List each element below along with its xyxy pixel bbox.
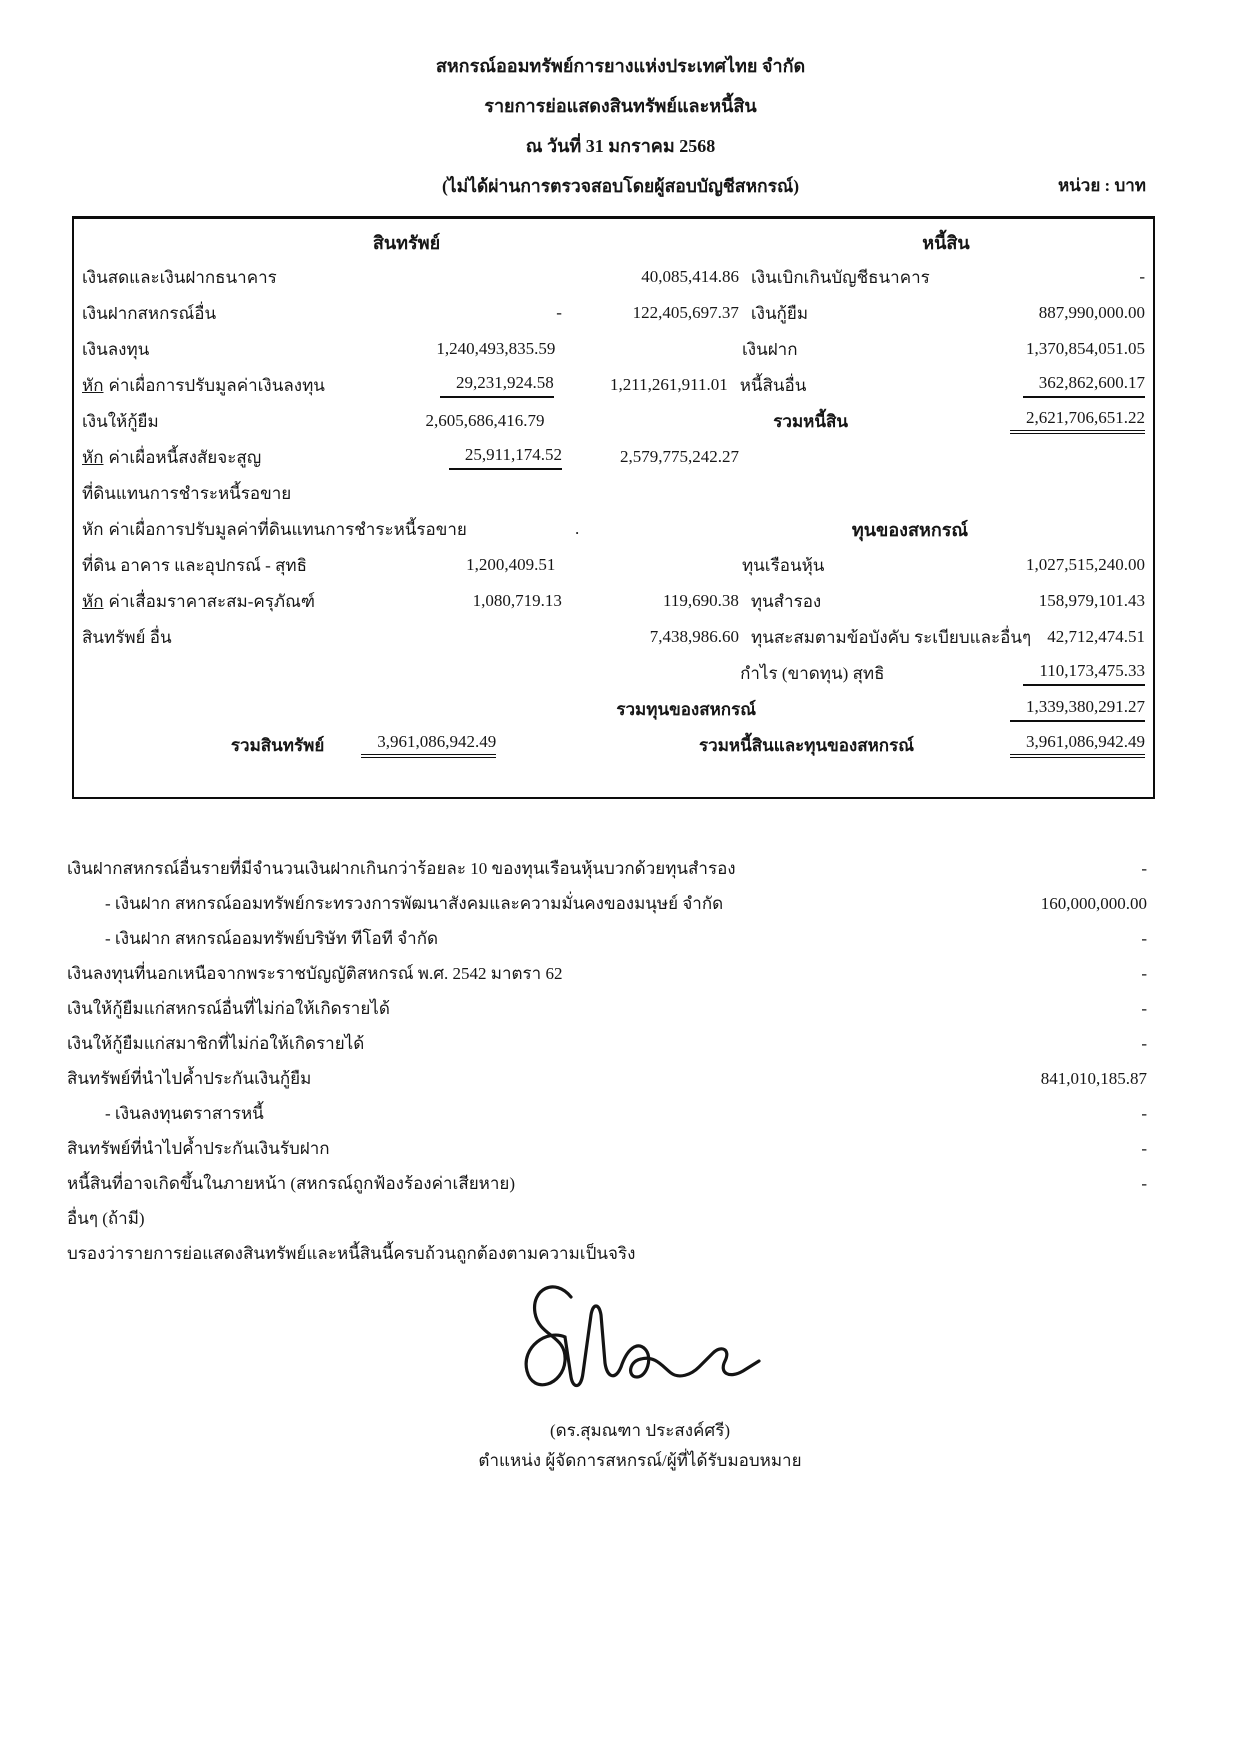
liability-amount	[1023, 373, 1153, 398]
note-row	[0, 1131, 1241, 1166]
underlined-amount: 110,173,475.33	[1023, 661, 1145, 686]
table-row	[74, 475, 1153, 511]
note-label: - เงินฝาก สหกรณ์ออมทรัพย์บริษัท ทีโอที จำกัด	[105, 929, 439, 948]
table-row	[74, 547, 1153, 583]
signature-block	[430, 1277, 850, 1476]
asset-amount-col2: 122,405,697.37	[632, 303, 739, 322]
equity-label: กำไร (ขาดทุน) สุทธิ	[740, 663, 885, 683]
double-underlined-amount: 3,961,086,942.49	[1010, 732, 1145, 758]
deduction-prefix: หัก	[82, 519, 104, 539]
equity-label: ทุนเรือนหุ้น	[741, 555, 825, 575]
underlined-amount: 1,339,380,291.27	[1010, 697, 1145, 722]
note-row	[0, 851, 1241, 886]
asset-amount-col2: 7,438,986.60	[649, 627, 739, 646]
audit-note: (ไม่ได้ผ่านการตรวจสอบโดยผู้สอบบัญชีสหกรณ์)	[441, 176, 800, 196]
table-row	[74, 367, 1153, 403]
total-liabilities-equity-amount	[1010, 732, 1153, 758]
asset-label-text: ค่าเผื่อการปรับมูลค่าเงินลงทุน	[108, 375, 325, 395]
note-value: -	[1141, 963, 1147, 983]
liabilities-section-header: หนี้สิน	[922, 232, 970, 253]
unit-label: หน่วย : บาท	[1057, 176, 1146, 195]
note-label: เงินลงทุนที่นอกเหนือจากพระราชบัญญัติสหกรณ์ พ.ศ. 2542 มาตรา 62	[67, 964, 563, 983]
asset-amount-col2: 2,579,775,242.27	[620, 447, 739, 466]
asset-label: เงินให้กู้ยืม	[82, 411, 159, 431]
asset-amount-col1: 1,080,719.13	[472, 591, 562, 610]
asset-amount-col1: -	[556, 303, 562, 322]
note-value: -	[1141, 858, 1147, 878]
table-row	[74, 619, 1153, 655]
note-row	[0, 1166, 1241, 1201]
table-row	[74, 331, 1153, 367]
org-name: สหกรณ์ออมทรัพย์การยางแห่งประเทศไทย จำกัด	[435, 56, 806, 76]
asset-label-text: ค่าเผื่อการปรับมูลค่าที่ดินแทนการชำระหนี้รอขาย	[108, 519, 467, 539]
total-equity-amount	[1010, 697, 1153, 722]
signer-name: (ดร.สุมณฑา ประสงค์ศรี)	[549, 1421, 731, 1440]
equity-amount: 158,979,101.43	[1038, 591, 1145, 610]
note-value: -	[1141, 998, 1147, 1018]
report-title: รายการย่อแสดงสินทรัพย์และหนี้สิน	[484, 96, 757, 116]
note-value: -	[1141, 1138, 1147, 1158]
asset-amount-col1: 1,240,493,835.59	[436, 339, 556, 358]
liability-label: เงินเบิกเกินบัญชีธนาคาร	[751, 267, 930, 287]
liability-label: เงินกู้ยืม	[750, 303, 809, 323]
underlined-amount: 25,911,174.52	[449, 445, 562, 470]
table-row	[74, 259, 1153, 295]
note-label: สินทรัพย์ที่นำไปค้ำประกันเงินกู้ยืม	[67, 1069, 312, 1088]
asset-label: ที่ดินแทนการชำระหนี้รอขาย	[82, 483, 292, 503]
deduction-prefix: หัก	[82, 447, 104, 467]
note-label: - เงินฝาก สหกรณ์ออมทรัพย์กระทรวงการพัฒนาสังคมและความมั่นคงของมนุษย์ จำกัด	[105, 894, 724, 913]
note-value: -	[1141, 1033, 1147, 1053]
note-row	[0, 886, 1241, 921]
total-liabilities-label: รวมหนี้สิน	[773, 411, 849, 431]
note-row	[0, 956, 1241, 991]
deduction-prefix: หัก	[82, 591, 104, 611]
equity-section-header: ทุนของสหกรณ์	[851, 519, 969, 540]
note-row	[0, 921, 1241, 956]
table-row	[74, 295, 1153, 331]
liability-label: หนี้สินอื่น	[739, 375, 807, 395]
table-header-row	[74, 225, 1153, 259]
note-label: สินทรัพย์ที่นำไปค้ำประกันเงินรับฝาก	[67, 1139, 330, 1158]
disclosure-notes	[0, 851, 1241, 1236]
note-value: 841,010,185.87	[1040, 1068, 1147, 1088]
table-row	[74, 511, 1153, 547]
note-label: อื่นๆ (ถ้ามี)	[67, 1209, 145, 1228]
table-row	[74, 655, 1153, 691]
note-row	[0, 1096, 1241, 1131]
total-liabilities-equity-label: รวมหนี้สินและทุนของสหกรณ์	[699, 735, 914, 755]
asset-label-text: ค่าเสื่อมราคาสะสม-ครุภัณฑ์	[108, 591, 315, 611]
asset-label: เงินสดและเงินฝากธนาคาร	[82, 267, 277, 287]
note-row	[0, 1061, 1241, 1096]
asset-label	[74, 588, 432, 615]
signature-handwriting	[515, 1277, 765, 1412]
liability-amount: -	[1139, 267, 1145, 286]
asset-label-text: ค่าเผื่อหนี้สงสัยจะสูญ	[108, 447, 262, 467]
deduction-prefix: หัก	[82, 375, 104, 395]
asset-label	[74, 444, 432, 471]
signer-position: ตำแหน่ง ผู้จัดการสหกรณ์/ผู้ที่ได้รับมอบหมาย	[478, 1451, 802, 1470]
double-underlined-amount: 2,621,706,651.22	[1010, 408, 1145, 434]
asset-amount-col1: 1,200,409.51	[466, 555, 556, 574]
double-underlined-amount: 3,961,086,942.49	[361, 732, 496, 758]
table-row	[74, 583, 1153, 619]
asset-amount-col2: .	[575, 519, 580, 538]
note-label: เงินให้กู้ยืมแก่สหกรณ์อื่นที่ไม่ก่อให้เกิดรายได้	[67, 999, 390, 1018]
asset-label: ที่ดิน อาคาร และอุปกรณ์ - สุทธิ	[82, 555, 307, 575]
equity-amount	[1023, 661, 1153, 686]
asset-amount-col2: 40,085,414.86	[641, 267, 739, 286]
note-row	[0, 1201, 1241, 1236]
as-of-date: ณ วันที่ 31 มกราคม 2568	[525, 136, 716, 156]
subheader-line	[0, 166, 1241, 206]
liability-label: เงินฝาก	[741, 339, 798, 359]
certification-line: บรองว่ารายการย่อแสดงสินทรัพย์และหนี้สินนี้ครบถ้วนถูกต้องตามความเป็นจริง	[67, 1244, 636, 1263]
liability-amount: 1,370,854,051.05	[1026, 339, 1145, 358]
table-row	[74, 439, 1153, 475]
note-value: -	[1141, 928, 1147, 948]
balance-sheet-table	[72, 216, 1155, 799]
equity-label: ทุนสำรอง	[750, 591, 822, 611]
total-liabilities-amount	[1010, 408, 1153, 434]
asset-amount-col1	[426, 373, 554, 398]
asset-amount-col2: 1,211,261,911.01	[609, 375, 728, 394]
note-label: เงินฝากสหกรณ์อื่นรายที่มีจำนวนเงินฝากเกินกว่าร้อยละ 10 ของทุนเรือนหุ้นบวกด้วยทุนสำรอง	[67, 859, 736, 878]
table-total-row	[74, 727, 1153, 763]
equity-amount: 1,027,515,240.00	[1026, 555, 1145, 574]
asset-amount-col1	[432, 445, 562, 470]
asset-label	[74, 372, 426, 399]
note-row	[0, 991, 1241, 1026]
note-row	[0, 1026, 1241, 1061]
liability-amount: 887,990,000.00	[1038, 303, 1145, 322]
total-assets-label: รวมสินทรัพย์	[230, 735, 325, 755]
note-value: 160,000,000.00	[1040, 893, 1147, 913]
equity-amount: 42,712,474.51	[1047, 627, 1145, 646]
note-value: -	[1141, 1173, 1147, 1193]
total-assets-amount	[361, 732, 651, 758]
asset-label: เงินลงทุน	[82, 339, 150, 359]
document-header	[0, 0, 1241, 206]
table-row	[74, 403, 1153, 439]
asset-label	[74, 516, 467, 543]
underlined-amount: 29,231,924.58	[440, 373, 554, 398]
total-equity-label: รวมทุนของสหกรณ์	[616, 699, 756, 719]
note-label: - เงินลงทุนตราสารหนี้	[105, 1104, 264, 1123]
underlined-amount: 362,862,600.17	[1023, 373, 1145, 398]
note-value: -	[1141, 1103, 1147, 1123]
note-label: เงินให้กู้ยืมแก่สมาชิกที่ไม่ก่อให้เกิดรายได้	[67, 1034, 365, 1053]
asset-amount-col1: 2,605,686,416.79	[425, 411, 545, 430]
table-row	[74, 691, 1153, 727]
asset-label: เงินฝากสหกรณ์อื่น	[82, 303, 217, 323]
asset-amount-col2: 119,690.38	[662, 591, 739, 610]
asset-label: สินทรัพย์ อื่น	[82, 627, 172, 647]
equity-label: ทุนสะสมตามข้อบังคับ ระเบียบและอื่นๆ	[751, 627, 1032, 647]
assets-section-header: สินทรัพย์	[372, 232, 441, 253]
note-label: หนี้สินที่อาจเกิดขึ้นในภายหน้า (สหกรณ์ถูกฟ้องร้องค่าเสียหาย)	[67, 1174, 516, 1193]
